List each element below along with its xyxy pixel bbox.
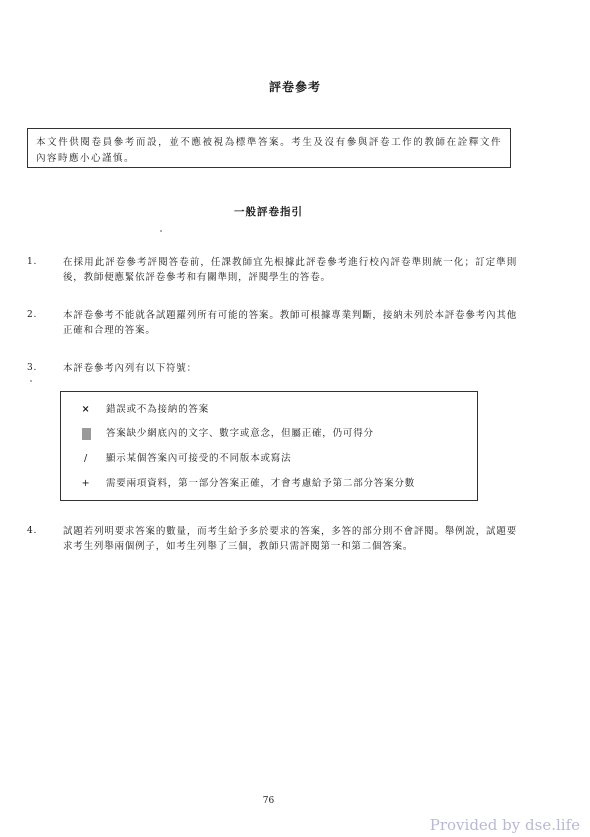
disclaimer-text: 本文件供閱卷員參考而設，並不應被視為標準答案。考生及沒有參與評卷工作的教師在詮釋文件內容時應小心謹慎。 xyxy=(36,137,502,164)
legend-description: 需要兩項資料，第一部分答案正確，才會考慮給予第二部分答案分數 xyxy=(106,478,416,489)
legend-row-wrong xyxy=(61,402,477,418)
symbol-legend xyxy=(60,391,478,501)
item-text: 本評卷參考不能就各試題羅列所有可能的答案。教師可根據專業判斷，接納未列於本評卷參考內其他正確和合理的答案。 xyxy=(63,310,517,336)
item-text: 在採用此評卷參考評閱答卷前，任課教師宜先根據此評卷參考進行校內評卷準則統一化；訂定準則後，教師便應緊依評卷參考和有關準則，評閱學生的答卷。 xyxy=(63,257,517,283)
slash-icon: / xyxy=(83,453,88,464)
plus-icon: + xyxy=(81,478,91,489)
guideline-item-3 xyxy=(27,361,517,376)
guideline-item-2 xyxy=(27,308,517,338)
item-number: 2. xyxy=(27,310,38,320)
page-title: 評卷參考 xyxy=(268,80,321,94)
watermark-text: Provided by dse.life xyxy=(429,816,580,834)
scan-speck xyxy=(160,230,162,232)
guideline-item-4 xyxy=(27,524,517,569)
cross-icon: × xyxy=(81,404,91,415)
item-text: 本評卷參考內列有以下符號： xyxy=(63,363,197,374)
legend-row-shaded xyxy=(61,426,477,442)
scan-speck xyxy=(30,380,32,382)
item-number: 1. xyxy=(27,257,38,267)
section-title: 一般評卷指引 xyxy=(234,206,303,218)
item-text: 試題若列明要求答案的數量，而考生給予多於要求的答案，多答的部分則不會評閱。舉例說，試題要求考生列舉兩個例子，如考生列舉了三個，教師只需評閱第一和第二個答案。 xyxy=(63,526,517,552)
legend-row-alternative xyxy=(61,451,477,467)
legend-description: 答案缺少網底內的文字、數字或意念，但屬正確，仍可得分 xyxy=(106,428,374,439)
item-number: 4. xyxy=(27,526,38,536)
page-number: 76 xyxy=(262,796,275,806)
legend-description: 錯誤或不為接納的答案 xyxy=(106,404,210,415)
disclaimer-box xyxy=(27,128,511,168)
shaded-box-icon xyxy=(79,426,93,442)
guideline-item-1 xyxy=(27,255,517,285)
item-number: 3. xyxy=(27,363,38,373)
legend-row-two-parts xyxy=(61,476,477,492)
legend-description: 顯示某個答案內可接受的不同版本或寫法 xyxy=(106,453,292,464)
